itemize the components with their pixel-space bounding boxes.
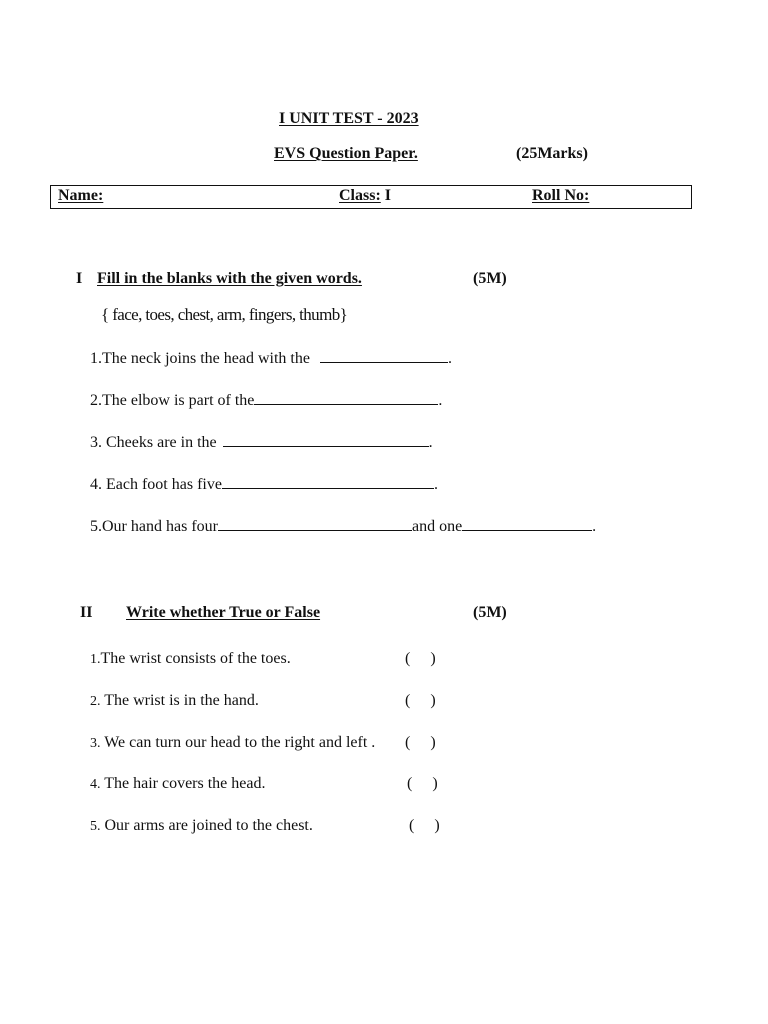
section-2-marks: (5M) <box>473 604 507 621</box>
question-end: . <box>433 476 438 493</box>
question-text: The wrist is in the hand. <box>104 692 259 709</box>
answer-box[interactable]: ( ) <box>405 692 436 709</box>
answer-blank[interactable] <box>222 474 434 489</box>
fill-question-3 <box>90 432 433 452</box>
section-1-title: Fill in the blanks with the given words. <box>97 270 362 287</box>
roll-no-label: Roll No: <box>532 187 590 204</box>
answer-blank[interactable] <box>320 348 448 363</box>
question-number: 1. <box>90 652 101 667</box>
section-1-marks: (5M) <box>473 270 507 287</box>
class-label: Class: <box>339 187 381 204</box>
question-end: . <box>428 434 433 451</box>
section-2-number: II <box>80 604 93 621</box>
total-marks: (25Marks) <box>516 145 588 162</box>
question-text: The hair covers the head. <box>104 775 266 792</box>
tf-question-1 <box>90 650 291 668</box>
question-text: 3. Cheeks are in the <box>90 434 217 451</box>
section-2-title: Write whether True or False <box>126 604 321 621</box>
answer-box[interactable]: ( ) <box>409 817 440 834</box>
fill-question-5 <box>90 516 596 536</box>
class-field <box>339 187 391 205</box>
question-end: . <box>592 518 597 535</box>
fill-question-4 <box>90 474 438 494</box>
question-text: We can turn our head to the right and left . <box>104 734 376 751</box>
test-title: I UNIT TEST - 2023 <box>279 110 419 127</box>
tf-question-4 <box>90 775 265 793</box>
question-number: 4. <box>90 777 101 792</box>
answer-blank[interactable] <box>462 516 592 531</box>
fill-question-2 <box>90 390 442 410</box>
class-value: I <box>384 187 392 204</box>
fill-question-1 <box>90 348 452 368</box>
paper-title: EVS Question Paper. <box>274 145 418 162</box>
answer-box[interactable]: ( ) <box>407 775 438 792</box>
answer-blank[interactable] <box>218 516 412 531</box>
question-text: 4. Each foot has five <box>90 476 222 493</box>
question-text: Our arms are joined to the chest. <box>104 817 313 834</box>
word-bank: { face, toes, chest, arm, fingers, thumb} <box>101 305 348 324</box>
question-end: . <box>447 350 452 367</box>
question-mid: and one <box>411 518 463 535</box>
question-number: 2. <box>90 694 101 709</box>
section-1-number: I <box>76 270 83 287</box>
name-label: Name: <box>58 187 104 204</box>
question-number: 5. <box>90 819 101 834</box>
tf-question-5 <box>90 817 313 835</box>
question-text: 2.The elbow is part of the <box>90 392 255 409</box>
question-text: The wrist consists of the toes. <box>100 650 291 667</box>
question-end: . <box>438 392 443 409</box>
tf-question-2 <box>90 692 259 710</box>
question-text: 5.Our hand has four <box>90 518 218 535</box>
answer-blank[interactable] <box>254 390 438 405</box>
tf-question-3 <box>90 734 375 752</box>
answer-box[interactable]: ( ) <box>405 650 436 667</box>
answer-blank[interactable] <box>223 432 429 447</box>
answer-box[interactable]: ( ) <box>405 734 436 751</box>
question-text: 1.The neck joins the head with the <box>90 350 310 367</box>
question-number: 3. <box>90 736 101 751</box>
